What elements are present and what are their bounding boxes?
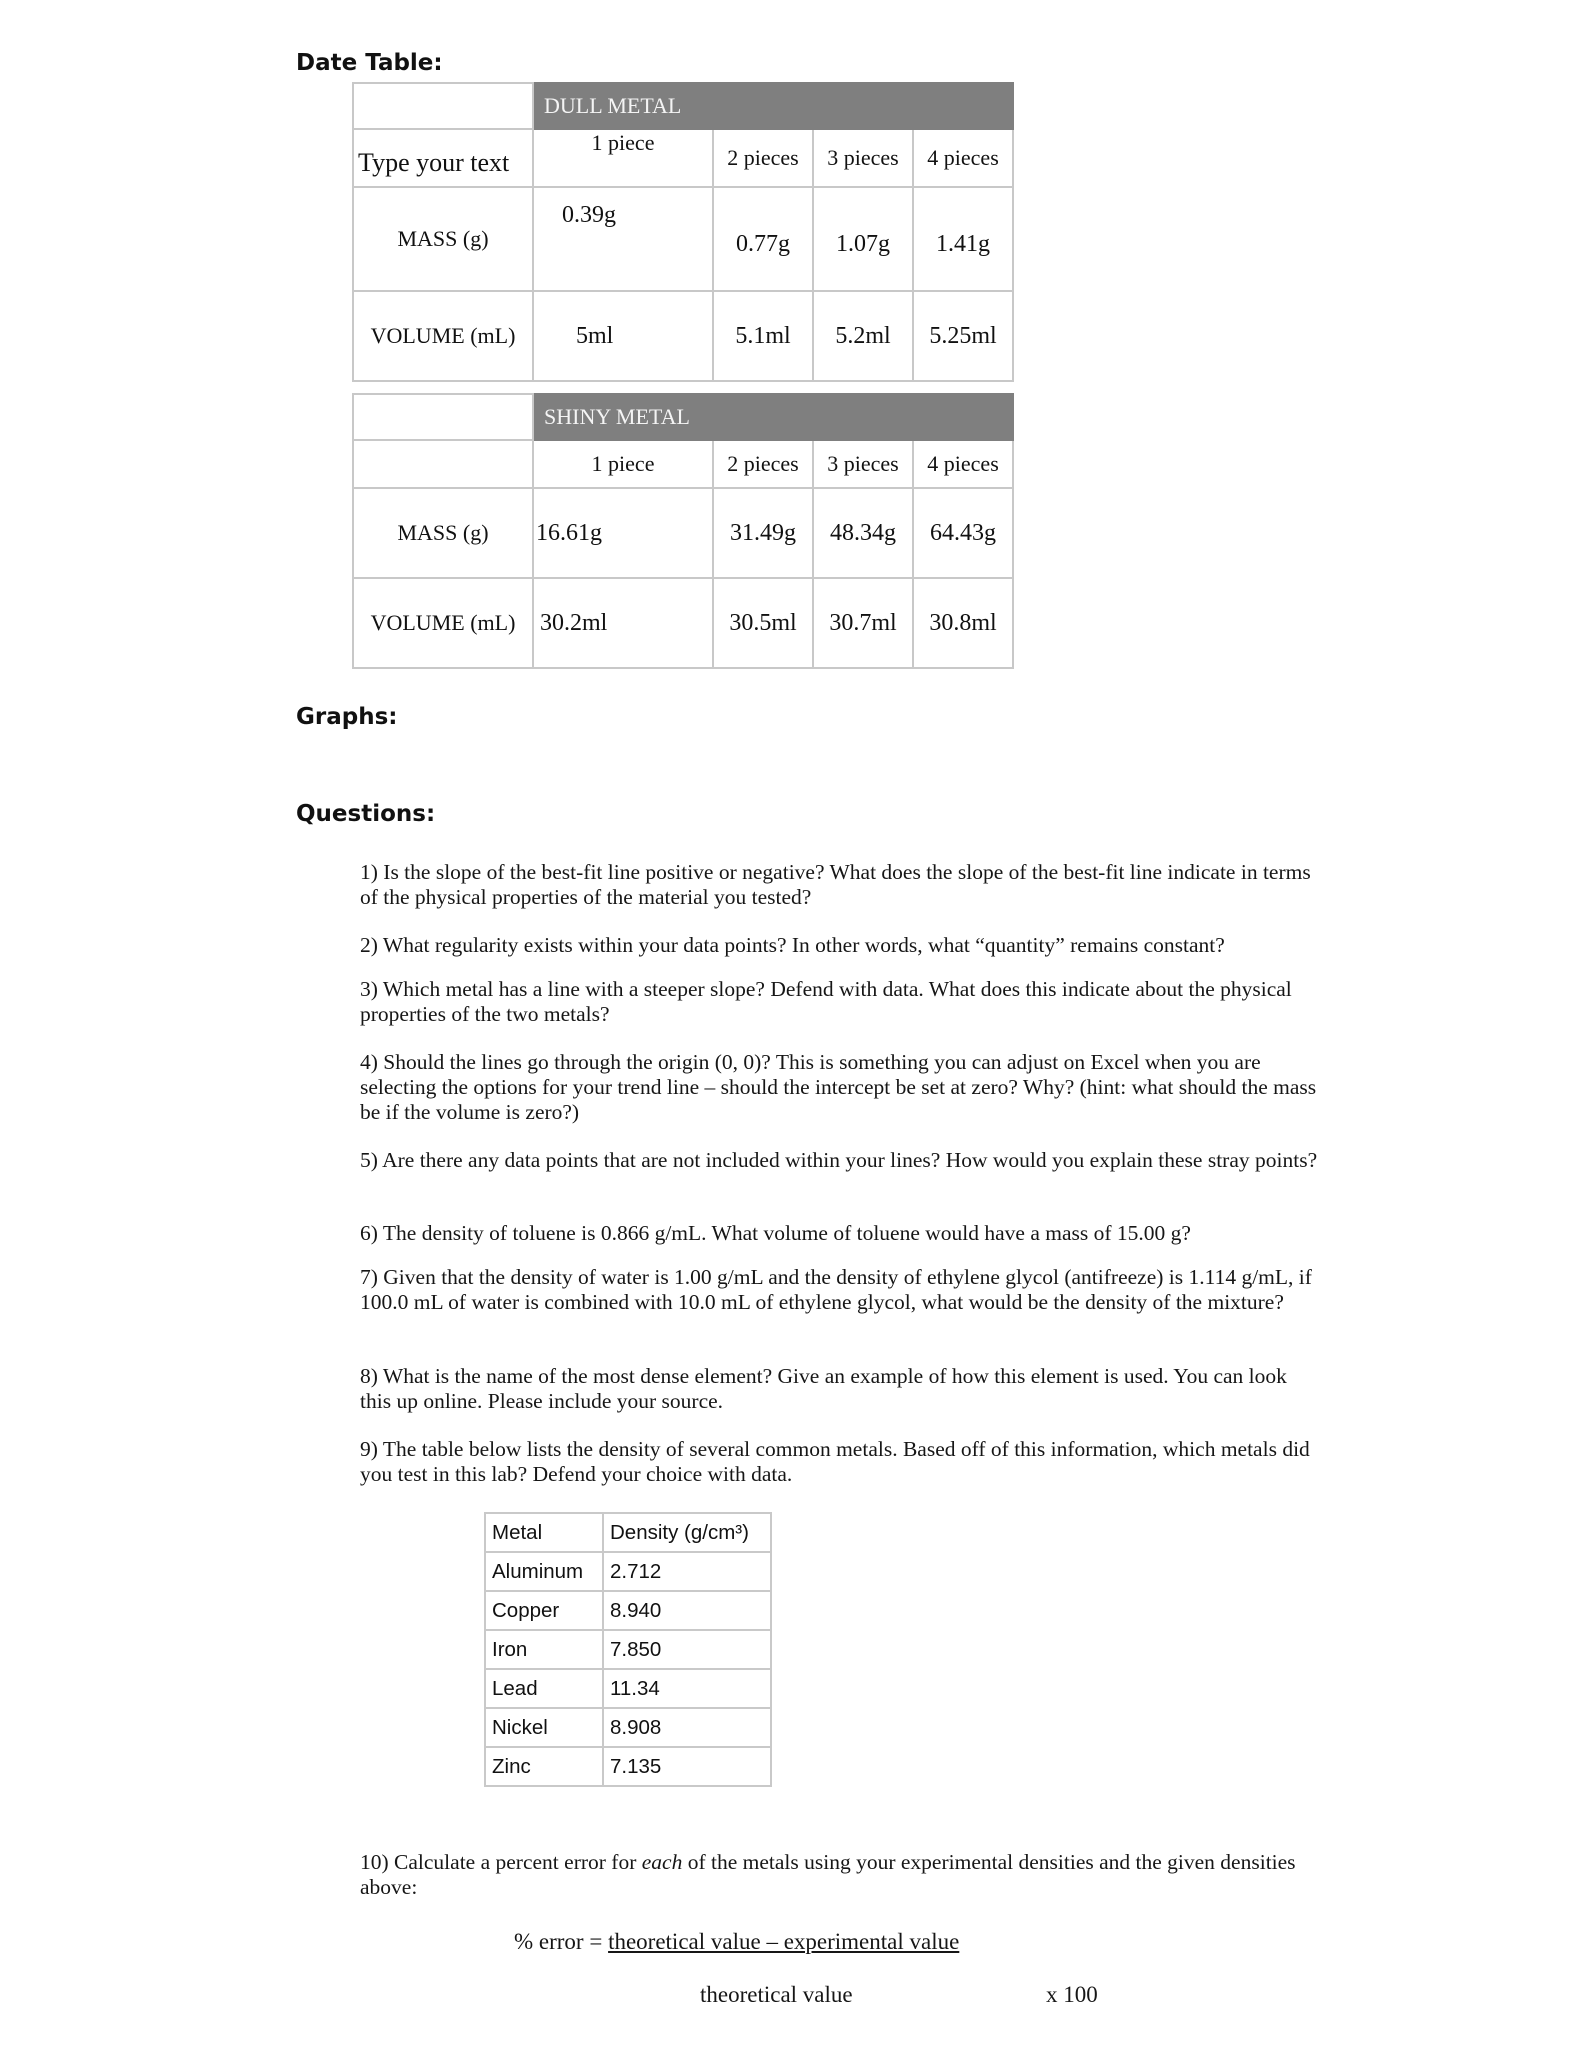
question-8: 8) What is the name of the most dense element? Give an example of how this element is used. You can look this up online. Please include your source. (360, 1364, 1287, 1413)
volume-value: 30.7ml (813, 578, 913, 668)
question-9: 9) The table below lists the density of several common metals. Based off of this information, which metals did you test in this lab? Defend your choice with data. (360, 1437, 1310, 1486)
mass-value: 64.43g (913, 488, 1013, 578)
metal-name: Aluminum (485, 1552, 603, 1591)
table-corner (353, 83, 533, 129)
pieces-header: 1 piece (533, 440, 713, 488)
empty-corner-cell (353, 440, 533, 488)
percent-error-formula (514, 1929, 959, 1955)
metal-density: 7.135 (603, 1747, 771, 1786)
question-10-prefix: 10) Calculate a percent error for (360, 1850, 642, 1874)
metal-density: 8.908 (603, 1708, 771, 1747)
volume-value: 5.1ml (713, 291, 813, 381)
pieces-header: 2 pieces (713, 129, 813, 187)
question-4: 4) Should the lines go through the origin (0, 0)? This is something you can adjust on Excel when you are selecting the options for your trend line – should the intercept be set at zero? Why? (hint: what should the mass be if the volume is zero?) (360, 1050, 1317, 1124)
volume-label: VOLUME (mL) (353, 578, 533, 668)
column-header: Metal (485, 1513, 603, 1552)
metal-name: Nickel (485, 1708, 603, 1747)
formula-multiplier: x 100 (1046, 1982, 1098, 2007)
volume-value: 5ml (533, 291, 713, 381)
question-7: 7) Given that the density of water is 1.00 g/mL and the density of ethylene glycol (antifreeze) is 1.114 g/mL, if 100.0 mL of water is combined with 10.0 mL of ethylene glycol, what would be the density of the mixture? (360, 1265, 1312, 1314)
question-6: 6) The density of toluene is 0.866 g/mL. What volume of toluene would have a mass of 15.00 g? (360, 1221, 1191, 1245)
question-2: 2) What regularity exists within your data points? In other words, what “quantity” remains constant? (360, 933, 1225, 957)
pieces-header: 1 piece (533, 129, 713, 187)
metal-density-table (484, 1512, 772, 1787)
questions-heading: Questions: (296, 801, 436, 827)
mass-value: 31.49g (713, 488, 813, 578)
mass-label: MASS (g) (353, 488, 533, 578)
shiny-metal-table (352, 393, 1014, 669)
mass-value: 1.41g (913, 187, 1013, 291)
metal-name: Lead (485, 1669, 603, 1708)
mass-value: 16.61g (533, 488, 713, 578)
mass-label: MASS (g) (353, 187, 533, 291)
metal-name: Copper (485, 1591, 603, 1630)
metal-density: 11.34 (603, 1669, 771, 1708)
dull-metal-title: DULL METAL (533, 83, 1013, 129)
metal-name: Iron (485, 1630, 603, 1669)
volume-value: 5.25ml (913, 291, 1013, 381)
metal-density: 7.850 (603, 1630, 771, 1669)
mass-value: 0.77g (713, 187, 813, 291)
volume-value: 30.5ml (713, 578, 813, 668)
metal-density: 2.712 (603, 1552, 771, 1591)
formula-lhs: % error = (514, 1929, 609, 1954)
formula-denominator: theoretical value (700, 1982, 853, 2007)
column-header: Density (g/cm³) (603, 1513, 771, 1552)
graphs-heading: Graphs: (296, 704, 398, 730)
pieces-header: 3 pieces (813, 440, 913, 488)
mass-value: 48.34g (813, 488, 913, 578)
question-10-suffix: of the metals using your experimental densities and the given densities above: (360, 1850, 1296, 1899)
dull-metal-table (352, 82, 1014, 382)
volume-value: 30.8ml (913, 578, 1013, 668)
pieces-header: 4 pieces (913, 129, 1013, 187)
volume-value: 30.2ml (533, 578, 713, 668)
question-3: 3) Which metal has a line with a steeper slope? Defend with data. What does this indicate about the physical properties of the two metals? (360, 977, 1292, 1026)
metal-name: Zinc (485, 1747, 603, 1786)
formula-numerator: theoretical value – experimental value (608, 1929, 960, 1954)
question-1: 1) Is the slope of the best-fit line positive or negative? What does the slope of the best-fit line indicate in terms of the physical properties of the material you tested? (360, 860, 1311, 909)
metal-density: 8.940 (603, 1591, 771, 1630)
pieces-header: 4 pieces (913, 440, 1013, 488)
pieces-header: 2 pieces (713, 440, 813, 488)
volume-value: 5.2ml (813, 291, 913, 381)
shiny-metal-title: SHINY METAL (533, 394, 1013, 440)
corner-text-field[interactable]: Type your text (353, 129, 533, 187)
volume-label: VOLUME (mL) (353, 291, 533, 381)
data-table-heading: Date Table: (296, 50, 443, 76)
question-5: 5) Are there any data points that are not included within your lines? How would you explain these stray points? (360, 1148, 1318, 1172)
question-10 (360, 1850, 1322, 1900)
mass-value: 0.39g (533, 187, 713, 291)
mass-value: 1.07g (813, 187, 913, 291)
question-10-emphasis: each (641, 1850, 683, 1874)
pieces-header: 3 pieces (813, 129, 913, 187)
table-corner (353, 394, 533, 440)
